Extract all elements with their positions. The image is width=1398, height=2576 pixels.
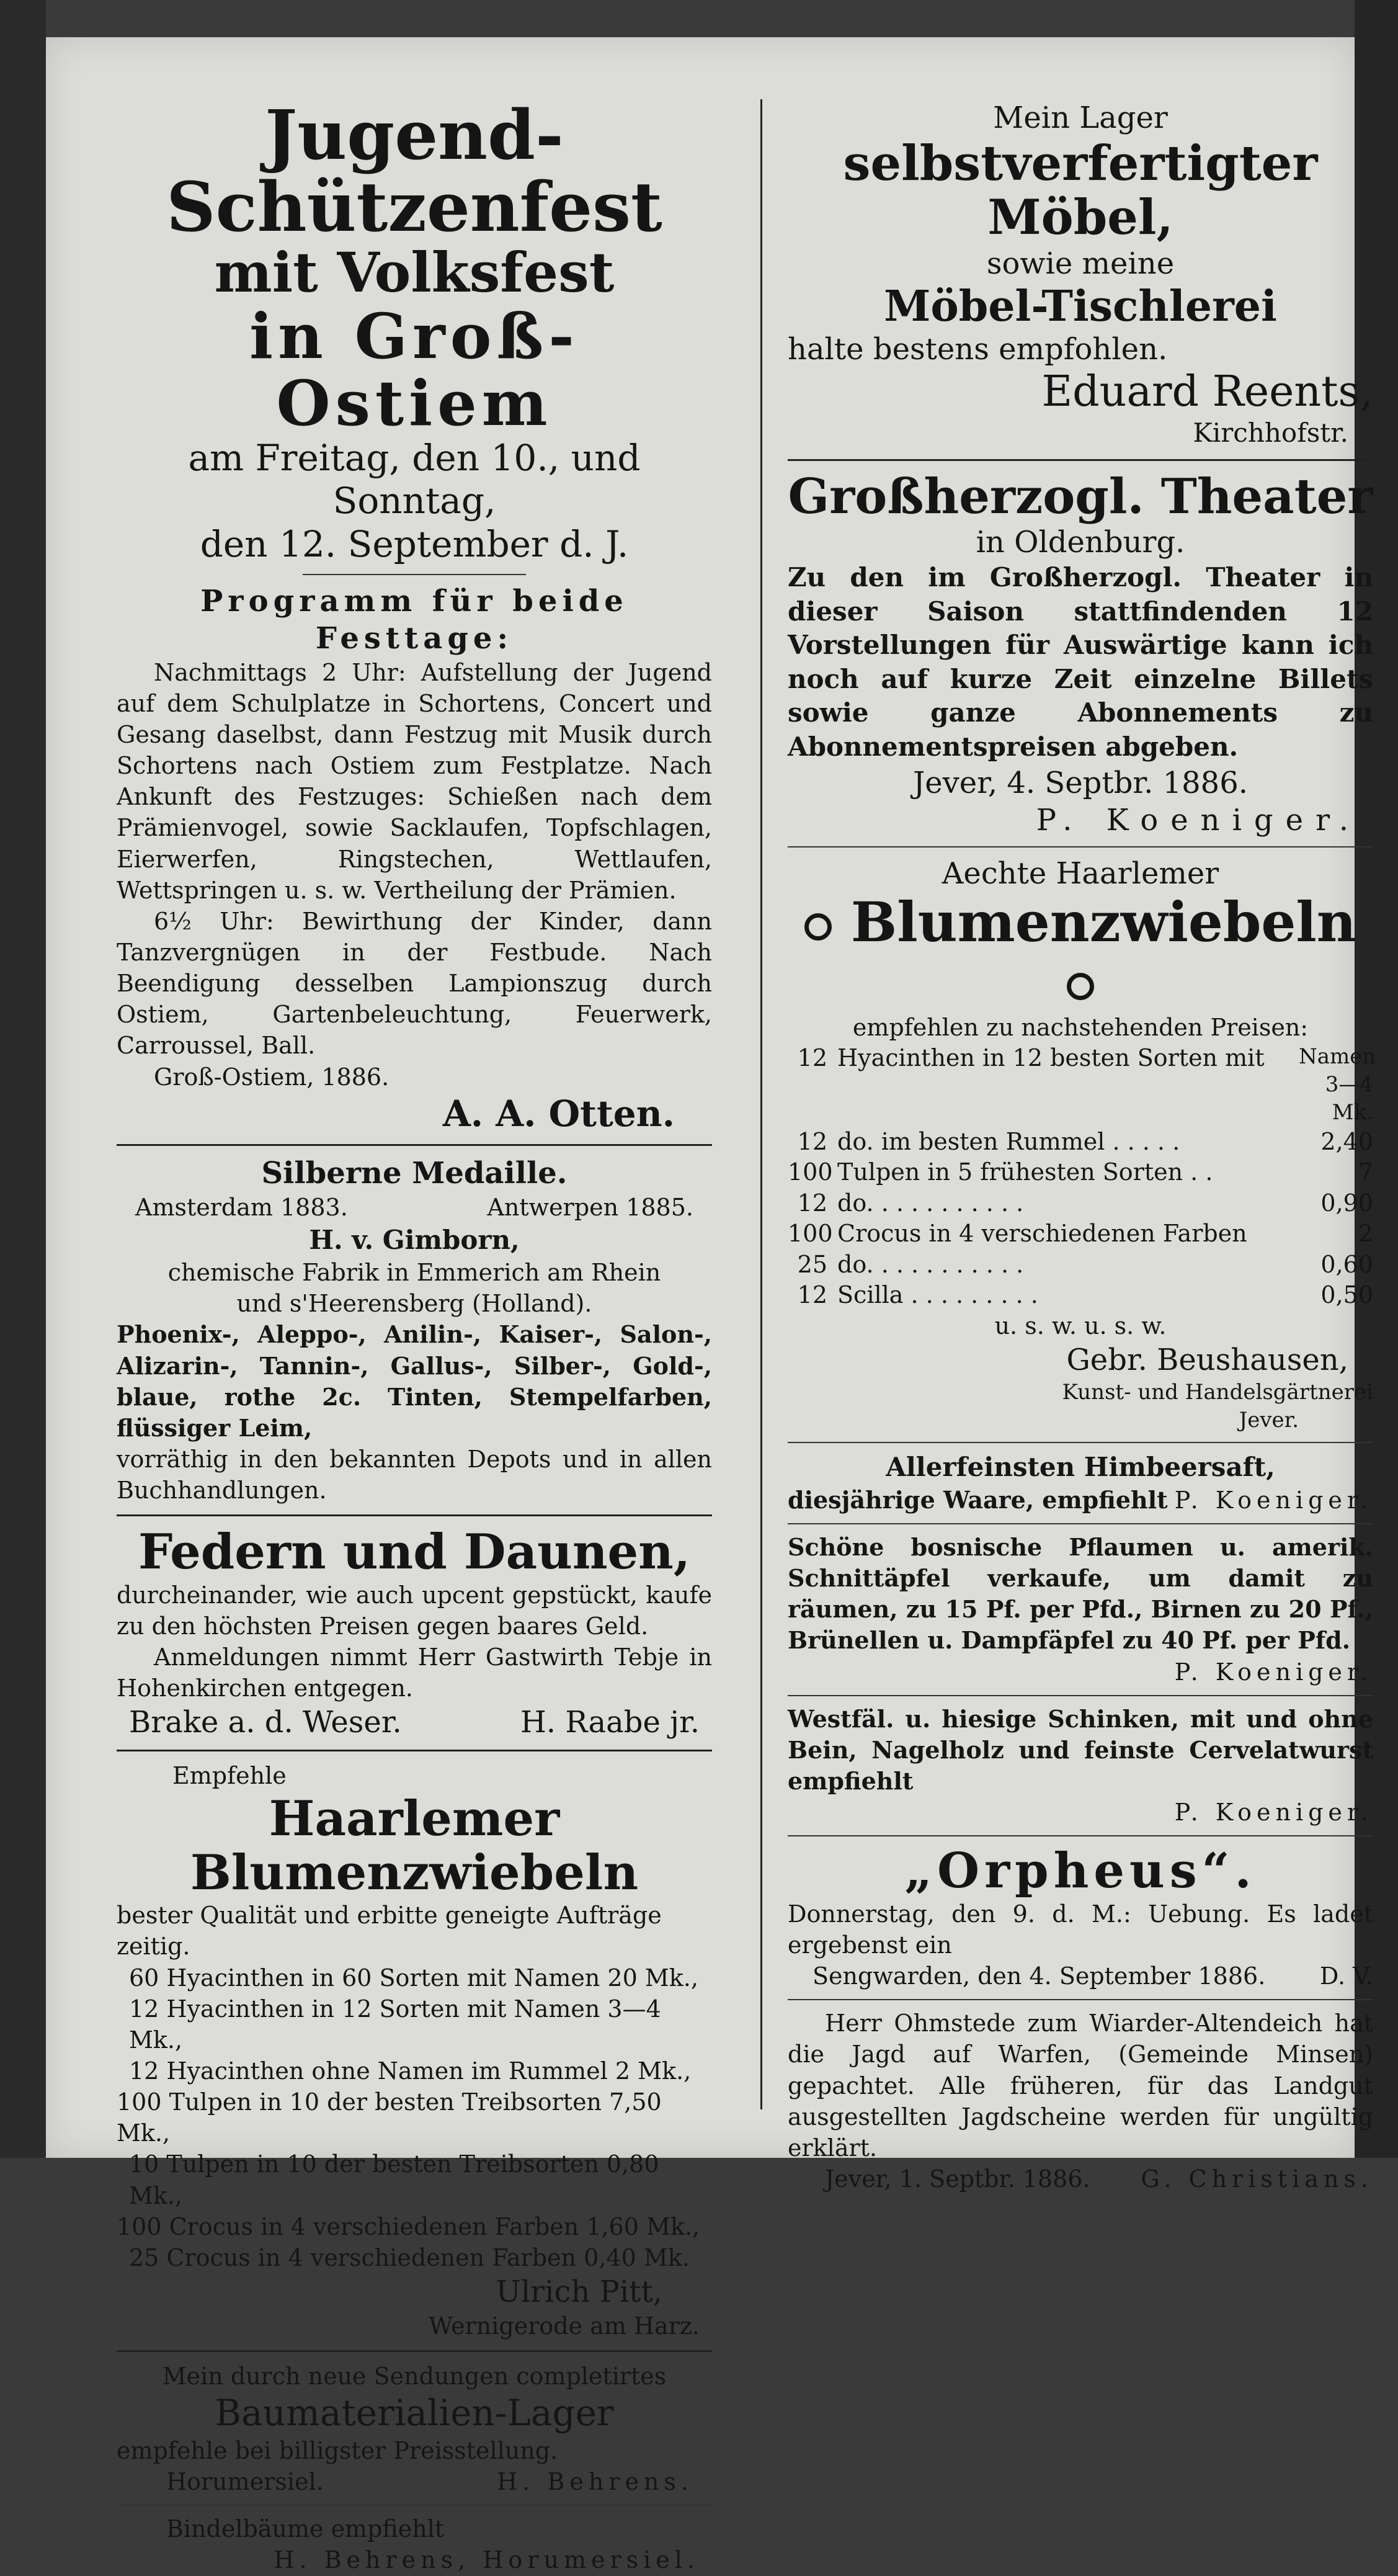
- ad-title: Baumaterialien-Lager: [215, 2392, 614, 2435]
- ad-text: Schöne bosnische Pflaumen u. amerik. Schnittäpfel verkaufe, um damit zu räumen, zu 15 Pf. per Pfd., Birnen zu 20 Pf., Brünellen u. Dampfäpfel zu 40 Pf. per Pfd.: [788, 1532, 1373, 1655]
- signature: H. Behrens, Horumersiel.: [274, 2546, 700, 2574]
- ad-jagd: [788, 2008, 1373, 2194]
- price-list: [117, 1962, 712, 2274]
- column-rule: [760, 99, 762, 2109]
- divider: [788, 846, 1373, 847]
- item: do. im besten Rummel . . . . .: [837, 1127, 1180, 1155]
- ad-federn: [117, 1525, 712, 1741]
- price-item: 60 Hyacinthen in 60 Sorten mit Namen 20 Mk.,: [129, 1964, 698, 1992]
- price-row: [788, 1157, 1373, 1187]
- ad-schuetzenfest: [117, 95, 712, 1135]
- ad-title-row: [788, 889, 1373, 1013]
- ad-text: Mein Lager: [993, 101, 1168, 135]
- ad-title: Silberne Medaille.: [261, 1156, 568, 1191]
- price: 7: [1358, 1158, 1373, 1186]
- ad-subtitle: mit Volksfest: [214, 240, 615, 305]
- item: do. . . . . . . . . . .: [837, 1189, 1024, 1217]
- price: 2: [1358, 1220, 1373, 1248]
- divider: [788, 1523, 1373, 1524]
- signature: P. Koeniger.: [1174, 1799, 1373, 1827]
- place-date: Jever, 1. Septbr. 1886.: [825, 2165, 1090, 2193]
- divider: [117, 2350, 712, 2352]
- signature-place: Wernigerode am Harz.: [429, 2312, 700, 2340]
- signature: P. Koeniger.: [1036, 802, 1361, 838]
- ornament-icon: [1067, 973, 1094, 1000]
- ad-blumenzwiebeln: [788, 855, 1376, 1435]
- signature: Gebr. Beushausen,: [1066, 1343, 1348, 1378]
- ad-moebel: [788, 99, 1373, 450]
- price-item: 25 Crocus in 4 verschiedenen Farben 0,40 Mk.: [129, 2243, 690, 2271]
- item: Crocus in 4 verschiedenen Farben: [837, 1220, 1247, 1248]
- quantity: 12: [797, 1281, 827, 1308]
- award-city: Amsterdam 1883.: [135, 1194, 348, 1222]
- place: Brake a. d. Weser.: [129, 1705, 402, 1740]
- ad-text: Mein durch neue Sendungen completirtes: [162, 2363, 667, 2390]
- ad-date: den 12. September d. J.: [200, 522, 629, 565]
- divider: [788, 1695, 1373, 1696]
- ad-text: durcheinander, wie auch upcent gepstückt, kaufe zu den höchsten Preisen gegen baares Geld.: [117, 1581, 712, 1640]
- signature: Ulrich Pitt,: [496, 2274, 662, 2310]
- right-column: [788, 99, 1376, 2194]
- signature-address: Kirchhofstr.: [1193, 418, 1348, 449]
- ad-pretitle: Empfehle: [172, 1762, 287, 1790]
- signature-row: [117, 1704, 712, 1741]
- price: 0,50: [1320, 1281, 1373, 1308]
- price: 0,60: [1320, 1250, 1373, 1278]
- ad-orpheus: [788, 1844, 1373, 1992]
- award-cities: [117, 1192, 712, 1223]
- ad-subtitle: in Oldenburg.: [976, 525, 1185, 560]
- price: 0,90: [1320, 1189, 1373, 1217]
- divider: [788, 1835, 1373, 1836]
- divider: [117, 1514, 712, 1516]
- signature: H. Behrens.: [497, 2468, 693, 2496]
- ad-himbeersaft: [788, 1451, 1373, 1516]
- ad-text: sowie meine: [986, 246, 1175, 281]
- firm-address: und s'Heerensberg (Holland).: [236, 1290, 592, 1318]
- ad-title: Blumenzwiebeln: [850, 889, 1356, 954]
- signature-row: [788, 1485, 1373, 1516]
- item: Hyacinthen in 12 besten Sorten mit: [837, 1044, 1265, 1072]
- quantity: 12: [797, 1189, 827, 1217]
- ad-intro: bester Qualität und erbitte geneigte Aufträge zeitig.: [117, 1902, 662, 1961]
- firm-name: H. v. Gimborn,: [309, 1224, 520, 1255]
- signature-row: [788, 2163, 1373, 2194]
- ad-bindelbaeume: [117, 2513, 712, 2575]
- divider: [788, 459, 1373, 461]
- quantity: 100: [788, 1158, 833, 1186]
- price: Namen 3—4 Mk.: [1299, 1044, 1376, 1125]
- place: Horumersiel.: [166, 2468, 324, 2496]
- ad-schinken: [788, 1704, 1373, 1828]
- price-item: 10 Tulpen in 10 der besten Treibsorten 0,80 Mk.,: [129, 2150, 659, 2209]
- ad-date: am Freitag, den 10., und Sonntag,: [188, 436, 641, 522]
- signature: D. V.: [1319, 1962, 1373, 1990]
- signature-place: Jever.: [1239, 1408, 1299, 1433]
- price-item: 12 Hyacinthen in 12 Sorten mit Namen 3—4 Mk.,: [129, 1995, 661, 2054]
- ad-text: Phoenix-, Aleppo-, Anilin-, Kaiser-, Salon-, Alizarin-, Tannin-, Gallus-, Silber-, Gold-, blaue, rothe 2c. Tinten, Stempelfarben, flüssiger Leim,: [117, 1320, 712, 1442]
- ad-theater: [788, 470, 1373, 839]
- ad-title: Jugend-Schützenfest: [166, 95, 662, 247]
- signature-row: [788, 1961, 1373, 1992]
- price-row: [788, 1250, 1373, 1280]
- signature: A. A. Otten.: [442, 1092, 675, 1135]
- signature-sub: Kunst- und Handelsgärtnerei: [1062, 1380, 1373, 1405]
- item: do. . . . . . . . . . .: [837, 1250, 1024, 1278]
- ad-intro: empfehlen zu nachstehenden Preisen:: [852, 1014, 1309, 1042]
- price-row: [788, 1188, 1373, 1219]
- ad-text: Bindelbäume empfiehlt: [166, 2515, 445, 2543]
- ad-title: selbstverfertigter Möbel,: [843, 135, 1318, 246]
- ad-text: empfehle bei billigster Preisstellung.: [117, 2437, 558, 2464]
- signature: Eduard Reents,: [1041, 367, 1373, 416]
- ad-pflaumen: [788, 1532, 1373, 1688]
- divider: [117, 1144, 712, 1146]
- ad-text: Anmeldungen nimmt Herr Gastwirth Tebje in Hohenkirchen entgegen.: [117, 1644, 712, 1702]
- signature: P. Koeniger.: [1174, 1658, 1373, 1686]
- quantity: 25: [797, 1250, 827, 1278]
- ad-title: Großherzogl. Theater: [788, 468, 1373, 525]
- price: 2,40: [1320, 1127, 1373, 1155]
- quantity: 12: [797, 1044, 827, 1072]
- ad-text: diesjährige Waare, empfiehlt: [788, 1485, 1168, 1514]
- place-date: Groß-Ostiem, 1886.: [154, 1063, 390, 1091]
- ad-pretitle: Aechte Haarlemer: [942, 856, 1219, 891]
- item: Scilla . . . . . . . . .: [837, 1281, 1038, 1308]
- program-heading: Programm für beide Festtage:: [200, 583, 628, 656]
- price-row: [788, 1219, 1373, 1249]
- ad-text: Zu den im Großherzogl. Theater in dieser Saison stattfindenden 12 Vorstellungen für Auswärtige kann ich noch auf kurze Zeit einzelne Billets sowie ganze Abonnements zu Abonnementspreisen abgeben.: [788, 562, 1373, 763]
- ad-text: Donnerstag, den 9. d. M.: Uebung. Es ladet ergebenst ein: [788, 1900, 1373, 1959]
- etc-line: u. s. w. u. s. w.: [994, 1312, 1167, 1340]
- ad-text: Herr Ohmstede zum Wiarder-Altendeich hat die Jagd auf Warfen, (Gemeinde Minsen) gepachtet. Alle früheren, für das Landgut ausgestellten Jagdscheine werden für ungültig erklärt.: [788, 2010, 1373, 2162]
- divider: [117, 1750, 712, 1751]
- ad-text: vorräthig in den bekannten Depots und in allen Buchhandlungen.: [117, 1446, 712, 1505]
- signature: P. Koeniger.: [1174, 1486, 1373, 1514]
- ad-title: Allerfeinsten Himbeersaft,: [886, 1452, 1275, 1483]
- divider: [788, 1442, 1373, 1443]
- ornament-icon: [804, 913, 832, 941]
- item: Tulpen in 5 frühesten Sorten . .: [837, 1158, 1213, 1186]
- firm-address: chemische Fabrik in Emmerich am Rhein: [167, 1259, 661, 1287]
- price-item: 12 Hyacinthen ohne Namen im Rummel 2 Mk.,: [129, 2057, 692, 2085]
- price-row: [788, 1280, 1373, 1310]
- quantity: 100: [788, 1220, 833, 1248]
- ad-title: „Orpheus“.: [904, 1843, 1257, 1900]
- signature: H. Raabe jr.: [520, 1705, 700, 1740]
- divider: [303, 574, 526, 575]
- signature: G. Christians.: [1141, 2165, 1373, 2193]
- ad-title: Haarlemer Blumenzwiebeln: [190, 1790, 639, 1901]
- ad-subtitle: Möbel-Tischlerei: [884, 281, 1277, 331]
- ad-text: halte bestens empfohlen.: [788, 331, 1168, 367]
- program-text: Nachmittags 2 Uhr: Aufstellung der Jugend auf dem Schulplatze in Schortens, Concert und Gesang daselbst, dann Festzug mit Musik durch Schortens nach Ostiem zum Festplatze. Nach Ankunft des Festzuges: Schießen nach dem Prämienvogel, sowie Sacklaufen, Topfschlagen, Eierwerfen, Ringstechen, Wettlaufen, Wettspringen u. s. w. Vertheilung der Prämien.: [117, 658, 712, 904]
- price-item: 100 Tulpen in 10 der besten Treibsorten 7,50 Mk.,: [117, 2088, 662, 2147]
- program-text: 6½ Uhr: Bewirthung der Kinder, dann Tanzvergnügen in der Festbude. Nach Beendigung desselben Lampionszug durch Ostiem, Gartenbeleuchtung, Feuerwerk, Carroussel, Ball.: [117, 907, 712, 1060]
- quantity: 12: [797, 1127, 827, 1155]
- price-row: [788, 1127, 1373, 1157]
- left-column: [117, 95, 712, 2576]
- ad-date: Jever, 4. Septbr. 1886.: [912, 765, 1249, 800]
- ad-text: Westfäl. u. hiesige Schinken, mit und ohne Bein, Nagelholz und feinste Cervelatwurst empfiehlt: [788, 1704, 1373, 1796]
- signature-row: [117, 2466, 712, 2497]
- ad-haarlemer: [117, 1760, 712, 2341]
- place-date: Sengwarden, den 4. September 1886.: [813, 1962, 1266, 1990]
- divider: [117, 2505, 712, 2506]
- price-item: 100 Crocus in 4 verschiedenen Farben 1,60 Mk.,: [117, 2212, 700, 2240]
- ad-title: Federn und Daunen,: [138, 1524, 691, 1581]
- ad-baumaterial: [117, 2361, 712, 2497]
- ad-medaille: [117, 1155, 712, 1506]
- divider: [788, 1999, 1373, 2000]
- price-row: [788, 1043, 1376, 1127]
- award-city: Antwerpen 1885.: [487, 1194, 693, 1222]
- ad-subtitle: in Groß-Ostiem: [249, 299, 579, 440]
- scan-binding-edge: [0, 0, 46, 2158]
